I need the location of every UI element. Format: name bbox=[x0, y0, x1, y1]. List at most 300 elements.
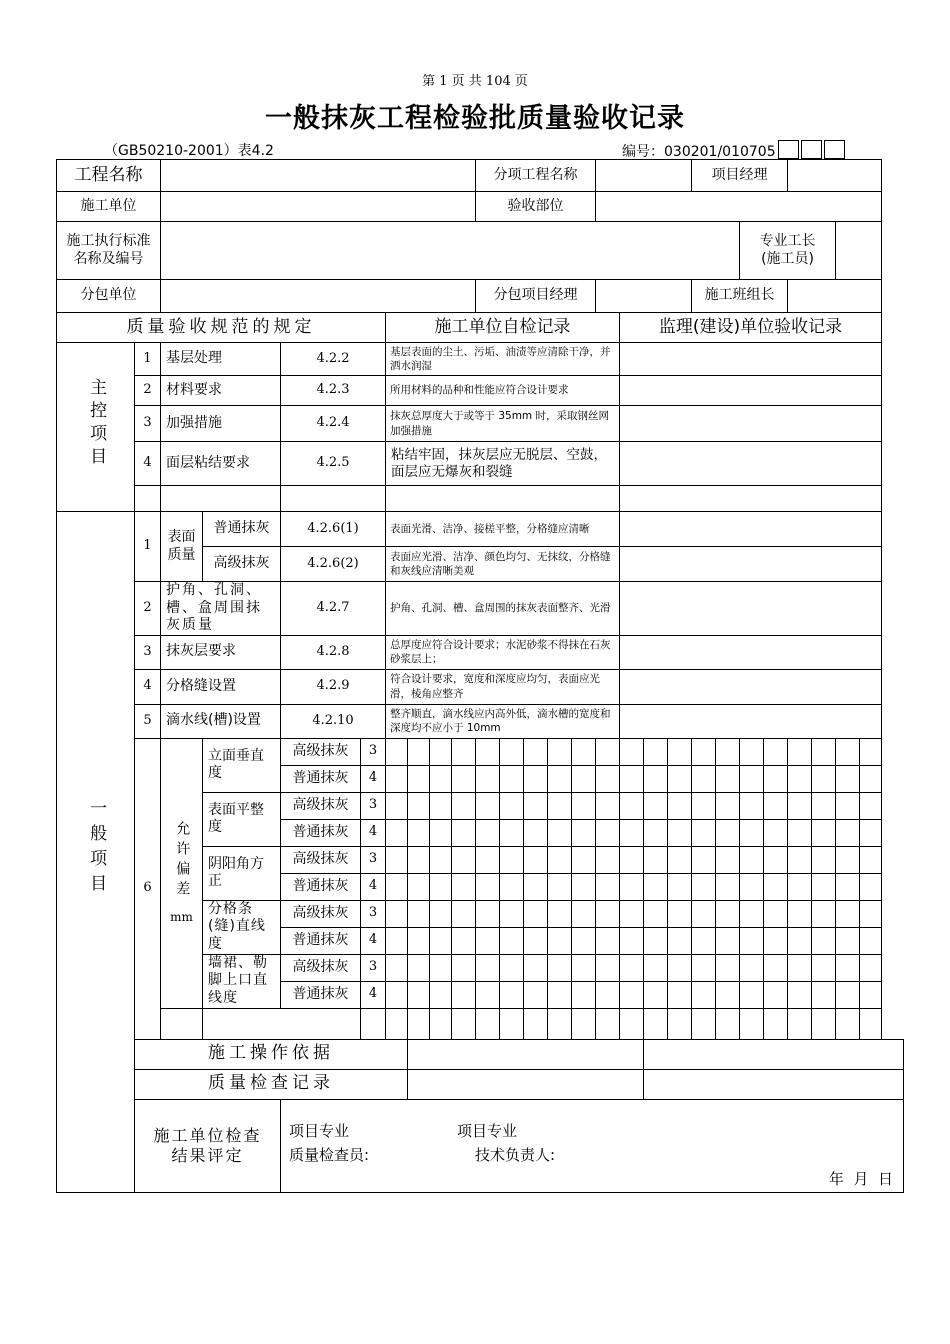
measure-cell[interactable] bbox=[430, 765, 452, 792]
empty-cell[interactable] bbox=[281, 486, 386, 512]
measure-cell[interactable] bbox=[692, 981, 716, 1008]
measure-cell[interactable] bbox=[386, 900, 408, 927]
measure-cell[interactable] bbox=[572, 792, 596, 819]
measure-cell[interactable] bbox=[812, 792, 836, 819]
general-item-name: 抹灰层要求 bbox=[161, 635, 281, 669]
measure-cell[interactable] bbox=[812, 927, 836, 954]
measure-cell[interactable] bbox=[716, 846, 740, 873]
measure-cell[interactable] bbox=[836, 1008, 860, 1039]
main-item-requirement: 所用材料的品种和性能应符合设计要求 bbox=[386, 376, 620, 406]
measure-cell[interactable] bbox=[548, 873, 572, 900]
measure-cell[interactable] bbox=[692, 927, 716, 954]
project-manager-value[interactable] bbox=[788, 160, 882, 192]
main-item-clause: 4.2.4 bbox=[281, 406, 386, 442]
measure-cell[interactable] bbox=[452, 873, 476, 900]
measure-cell[interactable] bbox=[740, 792, 764, 819]
measure-cell[interactable] bbox=[836, 873, 860, 900]
measure-cell[interactable] bbox=[500, 873, 524, 900]
measure-cell[interactable] bbox=[500, 792, 524, 819]
measure-cell[interactable] bbox=[524, 954, 548, 981]
measure-cell[interactable] bbox=[430, 927, 452, 954]
measure-cell[interactable] bbox=[524, 873, 548, 900]
deviation-unit: mm bbox=[170, 910, 193, 925]
supervision-cell[interactable] bbox=[620, 704, 882, 738]
measure-cell[interactable] bbox=[668, 873, 692, 900]
measure-cell[interactable] bbox=[500, 981, 524, 1008]
measure-cell[interactable] bbox=[740, 738, 764, 765]
measure-cell[interactable] bbox=[476, 927, 500, 954]
quality-record-supervision[interactable] bbox=[644, 1069, 904, 1099]
quality-record-value[interactable] bbox=[408, 1069, 644, 1099]
supervision-cell[interactable] bbox=[620, 582, 882, 636]
measure-cell[interactable] bbox=[668, 900, 692, 927]
measure-cell[interactable] bbox=[836, 792, 860, 819]
team-leader-value[interactable] bbox=[788, 280, 882, 313]
code-box-3[interactable] bbox=[824, 140, 845, 159]
general-item-no: 6 bbox=[135, 738, 161, 1039]
main-item-requirement: 抹灰总厚度大于或等于 35mm 时，采取钢丝网加强措施 bbox=[386, 406, 620, 442]
measure-cell[interactable] bbox=[788, 900, 812, 927]
measure-cell[interactable] bbox=[812, 765, 836, 792]
measure-cell[interactable] bbox=[452, 1008, 476, 1039]
main-item-name: 材料要求 bbox=[161, 376, 281, 406]
measure-cell[interactable] bbox=[596, 846, 620, 873]
measure-cell[interactable] bbox=[644, 738, 668, 765]
code-box-2[interactable] bbox=[801, 140, 822, 159]
measure-cell[interactable] bbox=[692, 846, 716, 873]
measure-cell[interactable] bbox=[596, 765, 620, 792]
measure-cell[interactable] bbox=[548, 1008, 572, 1039]
measure-cell[interactable] bbox=[620, 819, 644, 846]
measure-cell[interactable] bbox=[408, 1008, 430, 1039]
measure-cell[interactable] bbox=[788, 765, 812, 792]
measure-cell[interactable] bbox=[788, 1008, 812, 1039]
measure-cell[interactable] bbox=[836, 954, 860, 981]
measure-cell[interactable] bbox=[740, 954, 764, 981]
measure-cell[interactable] bbox=[476, 846, 500, 873]
subcontractor-value[interactable] bbox=[161, 280, 476, 313]
measure-cell[interactable] bbox=[812, 981, 836, 1008]
measure-cell[interactable] bbox=[452, 900, 476, 927]
measure-cell[interactable] bbox=[836, 981, 860, 1008]
deviation-value: 3 bbox=[361, 846, 386, 873]
measure-cell[interactable] bbox=[386, 873, 408, 900]
measure-cell[interactable] bbox=[836, 900, 860, 927]
measure-cell[interactable] bbox=[430, 900, 452, 927]
measure-cell[interactable] bbox=[692, 954, 716, 981]
measure-cell[interactable] bbox=[764, 981, 788, 1008]
measure-cell[interactable] bbox=[668, 1008, 692, 1039]
measure-cell[interactable] bbox=[860, 819, 882, 846]
measure-cell[interactable] bbox=[620, 981, 644, 1008]
measure-cell[interactable] bbox=[500, 1008, 524, 1039]
project-manager-label: 项目经理 bbox=[692, 160, 788, 192]
measure-cell[interactable] bbox=[836, 765, 860, 792]
measure-cell[interactable] bbox=[716, 954, 740, 981]
measure-cell[interactable] bbox=[500, 738, 524, 765]
construction-unit-value[interactable] bbox=[161, 192, 476, 222]
measure-cell[interactable] bbox=[524, 792, 548, 819]
code-box-1[interactable] bbox=[778, 140, 799, 159]
measure-cell[interactable] bbox=[860, 927, 882, 954]
measure-cell[interactable] bbox=[386, 765, 408, 792]
inspector-label-line2: 质量检查员: bbox=[289, 1145, 370, 1164]
empty-cell[interactable] bbox=[135, 486, 161, 512]
measure-cell[interactable] bbox=[548, 846, 572, 873]
measure-cell[interactable] bbox=[548, 900, 572, 927]
measure-cell[interactable] bbox=[408, 765, 430, 792]
measure-cell[interactable] bbox=[668, 954, 692, 981]
main-item-requirement: 粘结牢固，抹灰层应无脱层、空鼓，面层应无爆灰和裂缝 bbox=[386, 442, 620, 486]
main-item-requirement: 基层表面的尘土、污垢、油渍等应清除干净，并洒水润湿 bbox=[386, 343, 620, 376]
measure-cell[interactable] bbox=[452, 819, 476, 846]
measure-cell[interactable] bbox=[548, 927, 572, 954]
standard-name-value[interactable] bbox=[161, 222, 740, 280]
measure-cell[interactable] bbox=[476, 765, 500, 792]
measure-cell[interactable] bbox=[408, 738, 430, 765]
measure-cell[interactable] bbox=[860, 873, 882, 900]
measure-cell[interactable] bbox=[386, 927, 408, 954]
measure-cell[interactable] bbox=[716, 819, 740, 846]
acceptance-part-value[interactable] bbox=[596, 192, 882, 222]
measure-cell[interactable] bbox=[430, 981, 452, 1008]
supervision-cell[interactable] bbox=[620, 669, 882, 704]
measure-cell[interactable] bbox=[716, 981, 740, 1008]
measure-cell[interactable] bbox=[596, 927, 620, 954]
sub-manager-value[interactable] bbox=[596, 280, 692, 313]
measure-cell[interactable] bbox=[740, 1008, 764, 1039]
deviation-value: 3 bbox=[361, 900, 386, 927]
measure-cell[interactable] bbox=[476, 819, 500, 846]
measure-cell[interactable] bbox=[860, 846, 882, 873]
measure-cell[interactable] bbox=[476, 954, 500, 981]
measure-cell[interactable] bbox=[430, 873, 452, 900]
operation-basis-label: 施工操作依据 bbox=[135, 1039, 408, 1069]
measure-cell[interactable] bbox=[812, 1008, 836, 1039]
measure-cell[interactable] bbox=[668, 765, 692, 792]
measure-cell[interactable] bbox=[644, 873, 668, 900]
measure-cell[interactable] bbox=[860, 900, 882, 927]
evaluation-sign-area[interactable] bbox=[281, 1099, 904, 1192]
measure-cell[interactable] bbox=[692, 900, 716, 927]
measure-cell[interactable] bbox=[644, 900, 668, 927]
measure-cell[interactable] bbox=[764, 927, 788, 954]
measure-cell[interactable] bbox=[764, 792, 788, 819]
measure-cell[interactable] bbox=[788, 819, 812, 846]
measure-cell[interactable] bbox=[572, 981, 596, 1008]
measure-cell[interactable] bbox=[860, 792, 882, 819]
deviation-label-text: 允许偏差 bbox=[174, 820, 191, 901]
measure-cell[interactable] bbox=[548, 738, 572, 765]
measure-cell[interactable] bbox=[524, 819, 548, 846]
measure-cell[interactable] bbox=[860, 1008, 882, 1039]
measure-cell[interactable] bbox=[572, 846, 596, 873]
standard-name-label bbox=[57, 222, 161, 280]
measure-cell[interactable] bbox=[572, 954, 596, 981]
measure-cell[interactable] bbox=[692, 1008, 716, 1039]
measure-cell[interactable] bbox=[620, 792, 644, 819]
measure-cell[interactable] bbox=[812, 819, 836, 846]
measure-cell[interactable] bbox=[524, 1008, 548, 1039]
measure-cell[interactable] bbox=[860, 981, 882, 1008]
measure-cell[interactable] bbox=[572, 927, 596, 954]
measure-cell[interactable] bbox=[620, 954, 644, 981]
measure-cell[interactable] bbox=[860, 954, 882, 981]
measure-cell[interactable] bbox=[596, 1008, 620, 1039]
measure-cell[interactable] bbox=[386, 738, 408, 765]
measure-cell[interactable] bbox=[668, 927, 692, 954]
measure-cell[interactable] bbox=[788, 981, 812, 1008]
measure-cell[interactable] bbox=[644, 819, 668, 846]
measure-cell[interactable] bbox=[386, 792, 408, 819]
measure-cell[interactable] bbox=[644, 765, 668, 792]
measure-cell[interactable] bbox=[476, 1008, 500, 1039]
measure-cell[interactable] bbox=[408, 954, 430, 981]
measure-cell[interactable] bbox=[548, 819, 572, 846]
team-leader-label: 施工班组长 bbox=[692, 280, 788, 313]
measure-cell[interactable] bbox=[430, 1008, 452, 1039]
deviation-value: 3 bbox=[361, 738, 386, 765]
deviation-value: 4 bbox=[361, 765, 386, 792]
measure-cell[interactable] bbox=[692, 873, 716, 900]
sign-date: 年 月 日 bbox=[828, 1169, 893, 1188]
empty-cell[interactable] bbox=[361, 1008, 386, 1039]
measure-cell[interactable] bbox=[812, 738, 836, 765]
measure-cell[interactable] bbox=[500, 954, 524, 981]
measure-cell[interactable] bbox=[716, 873, 740, 900]
measure-cell[interactable] bbox=[740, 981, 764, 1008]
measure-cell[interactable] bbox=[668, 738, 692, 765]
measure-cell[interactable] bbox=[788, 954, 812, 981]
measure-cell[interactable] bbox=[596, 819, 620, 846]
measure-cell[interactable] bbox=[386, 846, 408, 873]
measure-cell[interactable] bbox=[500, 819, 524, 846]
measure-cell[interactable] bbox=[408, 846, 430, 873]
measure-cell[interactable] bbox=[476, 981, 500, 1008]
measure-cell[interactable] bbox=[644, 1008, 668, 1039]
measure-cell[interactable] bbox=[452, 765, 476, 792]
measure-cell[interactable] bbox=[764, 765, 788, 792]
measure-cell[interactable] bbox=[572, 819, 596, 846]
measure-cell[interactable] bbox=[812, 846, 836, 873]
measure-cell[interactable] bbox=[386, 819, 408, 846]
measure-cell[interactable] bbox=[476, 792, 500, 819]
measure-cell[interactable] bbox=[430, 792, 452, 819]
deviation-value: 3 bbox=[361, 954, 386, 981]
measure-cell[interactable] bbox=[764, 738, 788, 765]
deviation-grade: 高级抹灰 bbox=[281, 954, 361, 981]
measure-cell[interactable] bbox=[620, 1008, 644, 1039]
main-item-name: 加强措施 bbox=[161, 406, 281, 442]
measure-cell[interactable] bbox=[836, 846, 860, 873]
project-name-value[interactable] bbox=[161, 160, 476, 192]
measure-cell[interactable] bbox=[452, 927, 476, 954]
measure-cell[interactable] bbox=[524, 738, 548, 765]
measure-cell[interactable] bbox=[764, 1008, 788, 1039]
measure-cell[interactable] bbox=[716, 1008, 740, 1039]
measure-cell[interactable] bbox=[572, 1008, 596, 1039]
measure-cell[interactable] bbox=[788, 873, 812, 900]
supervision-column-header: 监理(建设)单位验收记录 bbox=[620, 313, 882, 343]
measure-cell[interactable] bbox=[716, 792, 740, 819]
measure-cell[interactable] bbox=[692, 738, 716, 765]
empty-cell[interactable] bbox=[161, 1008, 203, 1039]
measure-cell[interactable] bbox=[788, 792, 812, 819]
measure-cell[interactable] bbox=[386, 954, 408, 981]
measure-cell[interactable] bbox=[476, 900, 500, 927]
measure-cell[interactable] bbox=[740, 927, 764, 954]
measure-cell[interactable] bbox=[836, 927, 860, 954]
supervision-cell[interactable] bbox=[620, 512, 882, 547]
measure-cell[interactable] bbox=[716, 765, 740, 792]
measure-cell[interactable] bbox=[788, 927, 812, 954]
measure-cell[interactable] bbox=[836, 738, 860, 765]
measure-cell[interactable] bbox=[692, 819, 716, 846]
measure-cell[interactable] bbox=[668, 792, 692, 819]
page-number: 第 1 页 共 104 页 bbox=[422, 74, 528, 89]
measure-cell[interactable] bbox=[860, 738, 882, 765]
measure-cell[interactable] bbox=[548, 765, 572, 792]
measure-cell[interactable] bbox=[548, 954, 572, 981]
measure-cell[interactable] bbox=[452, 738, 476, 765]
measure-cell[interactable] bbox=[596, 873, 620, 900]
measure-cell[interactable] bbox=[596, 738, 620, 765]
measure-cell[interactable] bbox=[452, 846, 476, 873]
measure-cell[interactable] bbox=[644, 981, 668, 1008]
measure-cell[interactable] bbox=[500, 900, 524, 927]
measure-cell[interactable] bbox=[740, 765, 764, 792]
measure-cell[interactable] bbox=[572, 765, 596, 792]
measure-cell[interactable] bbox=[596, 981, 620, 1008]
measure-cell[interactable] bbox=[548, 981, 572, 1008]
deviation-grade: 普通抹灰 bbox=[281, 765, 361, 792]
measure-cell[interactable] bbox=[716, 927, 740, 954]
measure-cell[interactable] bbox=[764, 900, 788, 927]
measure-cell[interactable] bbox=[836, 819, 860, 846]
measure-cell[interactable] bbox=[860, 765, 882, 792]
measure-cell[interactable] bbox=[572, 900, 596, 927]
measure-cell[interactable] bbox=[812, 873, 836, 900]
measure-cell[interactable] bbox=[430, 738, 452, 765]
measure-cell[interactable] bbox=[524, 846, 548, 873]
measure-cell[interactable] bbox=[408, 792, 430, 819]
measure-cell[interactable] bbox=[788, 738, 812, 765]
supervision-cell[interactable] bbox=[620, 547, 882, 582]
measure-cell[interactable] bbox=[452, 981, 476, 1008]
measure-cell[interactable] bbox=[408, 819, 430, 846]
measure-cell[interactable] bbox=[620, 873, 644, 900]
measure-cell[interactable] bbox=[620, 738, 644, 765]
measure-cell[interactable] bbox=[476, 873, 500, 900]
measure-cell[interactable] bbox=[524, 927, 548, 954]
measure-cell[interactable] bbox=[500, 927, 524, 954]
measure-cell[interactable] bbox=[452, 954, 476, 981]
measure-cell[interactable] bbox=[596, 954, 620, 981]
measure-cell[interactable] bbox=[500, 765, 524, 792]
deviation-item-name: 阴阳角方正 bbox=[203, 846, 281, 900]
empty-cell[interactable] bbox=[386, 486, 620, 512]
measure-cell[interactable] bbox=[668, 846, 692, 873]
measure-cell[interactable] bbox=[430, 846, 452, 873]
measure-cell[interactable] bbox=[452, 792, 476, 819]
standard-name-label-line1: 施工执行标准 bbox=[66, 233, 151, 249]
measure-cell[interactable] bbox=[668, 819, 692, 846]
measure-cell[interactable] bbox=[644, 954, 668, 981]
measure-cell[interactable] bbox=[386, 981, 408, 1008]
measure-cell[interactable] bbox=[620, 765, 644, 792]
measure-cell[interactable] bbox=[740, 873, 764, 900]
supervision-cell[interactable] bbox=[620, 442, 882, 486]
measure-cell[interactable] bbox=[644, 846, 668, 873]
inspection-table bbox=[56, 159, 904, 1193]
measure-cell[interactable] bbox=[500, 846, 524, 873]
measure-cell[interactable] bbox=[572, 738, 596, 765]
measure-cell[interactable] bbox=[524, 765, 548, 792]
measure-cell[interactable] bbox=[812, 954, 836, 981]
measure-cell[interactable] bbox=[408, 873, 430, 900]
measure-cell[interactable] bbox=[716, 900, 740, 927]
measure-cell[interactable] bbox=[524, 900, 548, 927]
measure-cell[interactable] bbox=[596, 900, 620, 927]
measure-cell[interactable] bbox=[692, 765, 716, 792]
measure-cell[interactable] bbox=[476, 738, 500, 765]
measure-cell[interactable] bbox=[572, 873, 596, 900]
operation-basis-value[interactable] bbox=[408, 1039, 644, 1069]
measure-cell[interactable] bbox=[740, 819, 764, 846]
general-item-requirement: 符合设计要求，宽度和深度应均匀，表面应光滑，棱角应整齐 bbox=[386, 669, 620, 704]
measure-cell[interactable] bbox=[644, 927, 668, 954]
supervision-cell[interactable] bbox=[620, 343, 882, 376]
supervision-cell[interactable] bbox=[620, 376, 882, 406]
empty-cell[interactable] bbox=[203, 1008, 361, 1039]
empty-cell[interactable] bbox=[161, 486, 281, 512]
deviation-item-name: 表面平整度 bbox=[203, 792, 281, 846]
measure-cell[interactable] bbox=[692, 792, 716, 819]
measure-cell[interactable] bbox=[408, 981, 430, 1008]
measure-cell[interactable] bbox=[620, 927, 644, 954]
measure-cell[interactable] bbox=[386, 1008, 408, 1039]
measure-cell[interactable] bbox=[764, 954, 788, 981]
measure-cell[interactable] bbox=[430, 954, 452, 981]
operation-basis-supervision[interactable] bbox=[644, 1039, 904, 1069]
deviation-grade: 高级抹灰 bbox=[281, 846, 361, 873]
inspector-label-line1: 项目专业 bbox=[289, 1121, 350, 1140]
measure-cell[interactable] bbox=[740, 900, 764, 927]
measure-cell[interactable] bbox=[548, 792, 572, 819]
supervision-cell[interactable] bbox=[620, 406, 882, 442]
empty-cell[interactable] bbox=[620, 486, 882, 512]
measure-cell[interactable] bbox=[408, 900, 430, 927]
measure-cell[interactable] bbox=[596, 792, 620, 819]
measure-cell[interactable] bbox=[764, 819, 788, 846]
measure-cell[interactable] bbox=[408, 927, 430, 954]
measure-cell[interactable] bbox=[764, 873, 788, 900]
measure-cell[interactable] bbox=[788, 846, 812, 873]
measure-cell[interactable] bbox=[524, 981, 548, 1008]
foreman-value[interactable] bbox=[836, 222, 882, 280]
measure-cell[interactable] bbox=[764, 846, 788, 873]
measure-cell[interactable] bbox=[668, 981, 692, 1008]
sub-project-name-value[interactable] bbox=[596, 160, 692, 192]
measure-cell[interactable] bbox=[430, 819, 452, 846]
measure-cell[interactable] bbox=[716, 738, 740, 765]
measure-cell[interactable] bbox=[620, 900, 644, 927]
measure-cell[interactable] bbox=[620, 846, 644, 873]
measure-cell[interactable] bbox=[812, 900, 836, 927]
supervision-cell[interactable] bbox=[620, 635, 882, 669]
measure-cell[interactable] bbox=[740, 846, 764, 873]
measure-cell[interactable] bbox=[644, 792, 668, 819]
